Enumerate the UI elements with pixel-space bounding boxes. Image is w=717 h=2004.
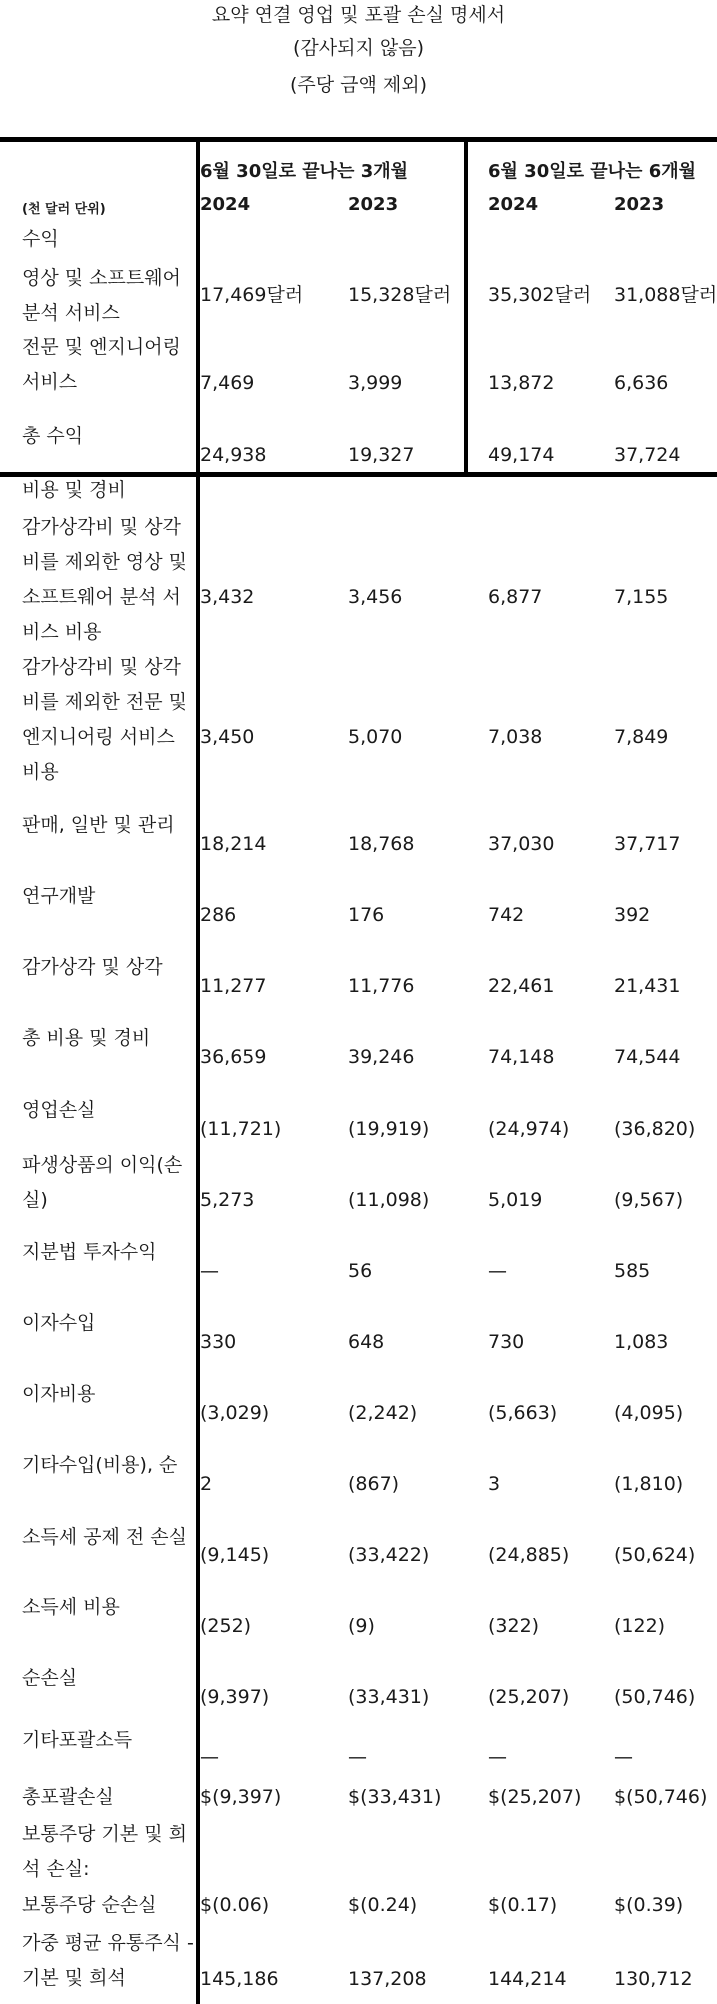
row-value: 5,273 [200, 1189, 255, 1211]
row-label: 전문 및 엔지니어링 서비스 [22, 336, 181, 393]
row-value: (2,242) [348, 1402, 418, 1424]
row-value: (867) [348, 1473, 400, 1495]
row-label: 순손실 [22, 1667, 78, 1689]
row-label: 소득세 공제 전 손실 [22, 1526, 187, 1548]
row-value: 7,469 [200, 372, 255, 394]
row-value: (36,820) [614, 1118, 696, 1140]
row-label: 이자비용 [22, 1383, 96, 1405]
unit-label: (천 달러 단위) [22, 202, 106, 217]
row-value: 11,277 [200, 975, 267, 997]
row-value: 176 [348, 904, 385, 926]
row-value: 730 [488, 1331, 525, 1353]
row-value: (33,422) [348, 1544, 430, 1566]
row-value: (3,029) [200, 1402, 270, 1424]
row-value: 648 [348, 1331, 385, 1353]
row-value: $(0.06) [200, 1894, 270, 1916]
column-year-4: 2023 [614, 194, 665, 215]
row-value: $(0.17) [488, 1894, 558, 1916]
row-value: — [348, 1746, 367, 1768]
row-value: (11,721) [200, 1118, 282, 1140]
row-value: 19,327 [348, 444, 415, 466]
row-value: $(33,431) [348, 1786, 442, 1808]
row-value: 7,849 [614, 726, 669, 748]
row-value: 37,724 [614, 444, 681, 466]
row-value: 18,214 [200, 833, 267, 855]
row-value: (9,567) [614, 1189, 684, 1211]
row-value: (322) [488, 1615, 540, 1637]
row-value: (50,624) [614, 1544, 696, 1566]
row-value: — [614, 1746, 633, 1768]
row-value: (25,207) [488, 1686, 570, 1708]
statement-subtitle-per-share: (주당 금액 제외) [289, 74, 428, 96]
row-value: 15,328달러 [348, 284, 452, 306]
row-value: — [488, 1746, 507, 1768]
row-value: 35,302달러 [488, 284, 592, 306]
row-value: 49,174 [488, 444, 555, 466]
row-value: 2 [200, 1473, 213, 1495]
row-value: 392 [614, 904, 651, 926]
row-value: 330 [200, 1331, 237, 1353]
row-value: 5,070 [348, 726, 403, 748]
row-label: 보통주당 순손실 [22, 1894, 157, 1916]
row-value: 6,636 [614, 372, 669, 394]
column-divider-mid [464, 140, 468, 475]
row-value: (9,145) [200, 1544, 270, 1566]
row-value: 24,938 [200, 444, 267, 466]
row-value: 36,659 [200, 1046, 267, 1068]
row-label: 파생상품의 이익(손실) [22, 1154, 183, 1211]
row-label: 지분법 투자수익 [22, 1241, 157, 1263]
row-value: 144,214 [488, 1968, 567, 1990]
row-value: 145,186 [200, 1968, 279, 1990]
row-value: 3,999 [348, 372, 403, 394]
row-value: — [488, 1260, 507, 1282]
row-value: $(25,207) [488, 1786, 582, 1808]
row-value: 3,432 [200, 586, 255, 608]
column-year-1: 2024 [200, 194, 251, 215]
row-value: (1,810) [614, 1473, 684, 1495]
row-value: 137,208 [348, 1968, 427, 1990]
row-value: (9,397) [200, 1686, 270, 1708]
row-value: $(0.39) [614, 1894, 684, 1916]
column-year-3: 2024 [488, 194, 539, 215]
row-label: 감가상각비 및 상각비를 제외한 전문 및 엔지니어링 서비스 비용 [22, 656, 187, 783]
row-value: 5,019 [488, 1189, 543, 1211]
row-value: 17,469달러 [200, 284, 304, 306]
row-value: 3,450 [200, 726, 255, 748]
row-label: 총 비용 및 경비 [22, 1027, 151, 1049]
row-label: 가중 평균 유통주식 - 기본 및 희석 [22, 1932, 194, 1989]
row-label: 영업손실 [22, 1099, 96, 1121]
row-value: (24,885) [488, 1544, 570, 1566]
row-value: 130,712 [614, 1968, 693, 1990]
row-value: (24,974) [488, 1118, 570, 1140]
row-label: 감가상각비 및 상각비를 제외한 영상 및 소프트웨어 분석 서비스 비용 [22, 516, 187, 643]
row-value: 37,030 [488, 833, 555, 855]
row-value: 74,148 [488, 1046, 555, 1068]
row-value: 39,246 [348, 1046, 415, 1068]
row-value: 3 [488, 1473, 501, 1495]
column-group-3-months: 6월 30일로 끝나는 3개월 [200, 161, 409, 182]
row-value: 1,083 [614, 1331, 669, 1353]
row-label: 기타수입(비용), 순 [22, 1454, 178, 1476]
row-value: 31,088달러 [614, 284, 717, 306]
row-value: 21,431 [614, 975, 681, 997]
row-value: 13,872 [488, 372, 555, 394]
row-label: 보통주당 기본 및 희석 손실: [22, 1823, 187, 1880]
row-value: 742 [488, 904, 525, 926]
row-value: 74,544 [614, 1046, 681, 1068]
row-label: 총 수익 [22, 425, 84, 447]
row-value: (19,919) [348, 1118, 430, 1140]
row-value: 7,038 [488, 726, 543, 748]
row-label: 수익 [22, 228, 59, 250]
row-label: 감가상각 및 상각 [22, 956, 163, 978]
row-label: 총포괄손실 [22, 1786, 114, 1808]
row-value: 7,155 [614, 586, 669, 608]
row-value: (33,431) [348, 1686, 430, 1708]
row-label: 비용 및 경비 [22, 479, 126, 501]
row-value: 585 [614, 1260, 651, 1282]
row-value: 18,768 [348, 833, 415, 855]
row-value: (50,746) [614, 1686, 696, 1708]
row-value: 6,877 [488, 586, 543, 608]
row-value: 286 [200, 904, 237, 926]
row-value: $(9,397) [200, 1786, 282, 1808]
row-label: 판매, 일반 및 관리 [22, 814, 175, 836]
row-value: (122) [614, 1615, 666, 1637]
row-label: 영상 및 소프트웨어 분석 서비스 [22, 267, 181, 324]
row-value: (11,098) [348, 1189, 430, 1211]
row-value: (252) [200, 1615, 252, 1637]
row-value: (9) [348, 1615, 375, 1637]
row-value: (5,663) [488, 1402, 558, 1424]
row-value: $(50,746) [614, 1786, 708, 1808]
statement-subtitle-unaudited: (감사되지 않음) [293, 37, 424, 59]
row-label: 기타포괄소득 [22, 1729, 133, 1751]
statement-title: 요약 연결 영업 및 포괄 손실 명세서 [211, 4, 506, 26]
row-value: — [200, 1746, 219, 1768]
row-value: (4,095) [614, 1402, 684, 1424]
column-group-6-months: 6월 30일로 끝나는 6개월 [488, 161, 697, 182]
row-value: 22,461 [488, 975, 555, 997]
row-value: 56 [348, 1260, 373, 1282]
column-year-2: 2023 [348, 194, 399, 215]
row-value: 3,456 [348, 586, 403, 608]
row-value: $(0.24) [348, 1894, 418, 1916]
row-value: 11,776 [348, 975, 415, 997]
row-label: 연구개발 [22, 885, 96, 907]
table-top-rule [0, 137, 717, 142]
row-value: — [200, 1260, 219, 1282]
row-label: 이자수입 [22, 1312, 96, 1334]
row-value: 37,717 [614, 833, 681, 855]
row-label: 소득세 비용 [22, 1596, 120, 1618]
